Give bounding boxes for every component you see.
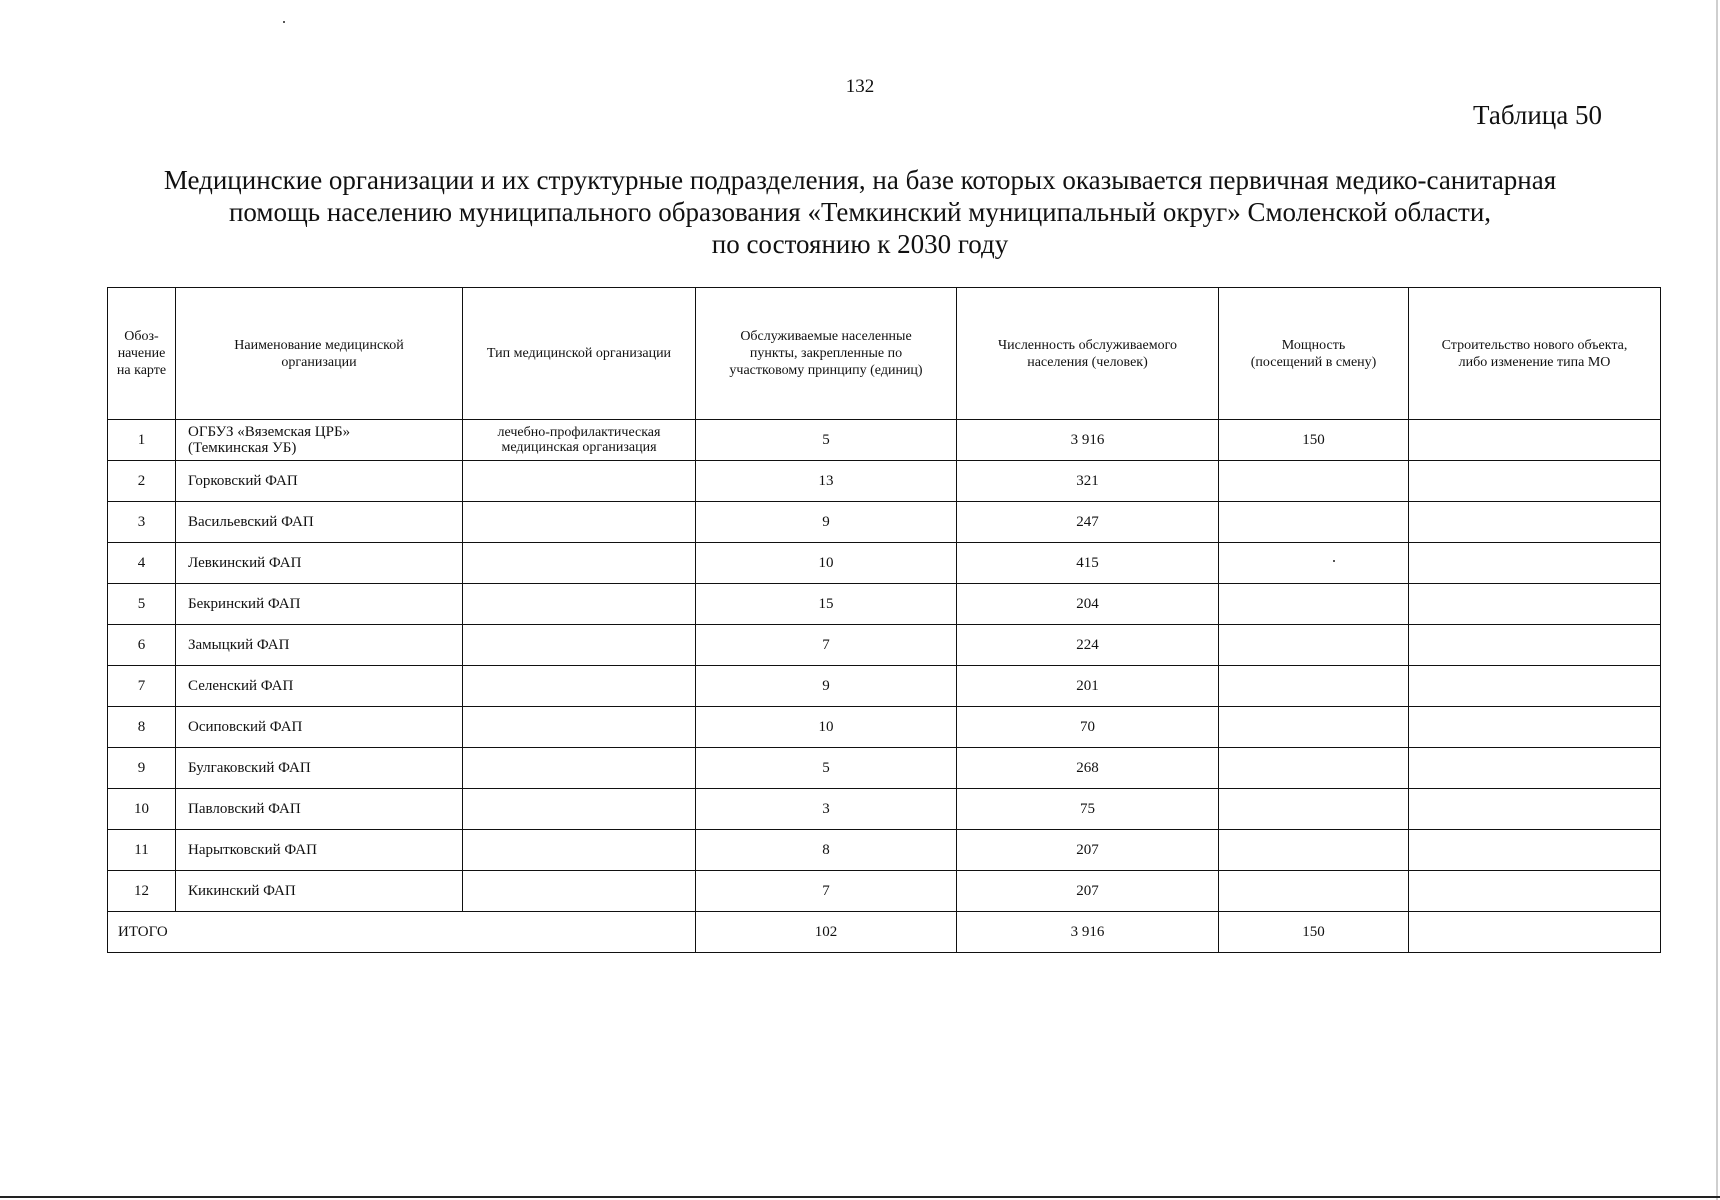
cell-map-code: 4	[108, 543, 176, 584]
table-row	[108, 625, 1661, 666]
cell-capacity	[1219, 707, 1409, 748]
cell-served-settlements: 3	[696, 789, 957, 830]
cell-organization-name: Нарытковский ФАП	[176, 830, 463, 871]
cell-served-population: 321	[957, 461, 1219, 502]
cell-organization-name: Горковский ФАП	[176, 461, 463, 502]
facilities-table-container	[107, 287, 1660, 953]
table-row	[108, 830, 1661, 871]
cell-map-code: 2	[108, 461, 176, 502]
cell-map-code: 8	[108, 707, 176, 748]
cell-served-settlements: 5	[696, 748, 957, 789]
cell-organization-type	[463, 502, 696, 543]
cell-construction	[1409, 707, 1661, 748]
cell-construction	[1409, 789, 1661, 830]
cell-organization-type	[463, 625, 696, 666]
cell-capacity: 150	[1219, 420, 1409, 461]
cell-construction	[1409, 830, 1661, 871]
cell-construction	[1409, 461, 1661, 502]
cell-construction	[1409, 584, 1661, 625]
cell-served-settlements: 10	[696, 543, 957, 584]
cell-organization-type	[463, 584, 696, 625]
table-row	[108, 789, 1661, 830]
cell-served-population: 3 916	[957, 420, 1219, 461]
cell-served-settlements: 10	[696, 707, 957, 748]
cell-served-population: 70	[957, 707, 1219, 748]
title-line-1: Медицинские организации и их структурные подразделения, на базе которых оказывается первичная медико-санитарная	[163, 165, 1557, 195]
facilities-table	[107, 287, 1661, 953]
header-row	[108, 288, 1661, 420]
cell-construction	[1409, 420, 1661, 461]
cell-construction	[1409, 502, 1661, 543]
cell-served-population: 207	[957, 871, 1219, 912]
cell-organization-name: Бекринский ФАП	[176, 584, 463, 625]
cell-organization-type	[463, 461, 696, 502]
total-population: 3 916	[957, 912, 1219, 953]
cell-served-settlements: 9	[696, 502, 957, 543]
cell-organization-name: Булгаковский ФАП	[176, 748, 463, 789]
cell-construction	[1409, 871, 1661, 912]
header-organization-name: Наименование медицинской организации	[176, 288, 463, 420]
total-row	[108, 912, 1661, 953]
cell-map-code: 10	[108, 789, 176, 830]
cell-organization-name: Левкинский ФАП	[176, 543, 463, 584]
cell-organization-type	[463, 871, 696, 912]
document-title	[90, 164, 1630, 260]
cell-served-population: 224	[957, 625, 1219, 666]
header-map-code: Обоз- начение на карте	[108, 288, 176, 420]
table-label: Таблица 50	[1473, 100, 1602, 130]
table-row	[108, 502, 1661, 543]
cell-map-code: 7	[108, 666, 176, 707]
cell-map-code: 9	[108, 748, 176, 789]
total-label: ИТОГО	[108, 912, 696, 953]
header-capacity: Мощность (посещений в смену)	[1219, 288, 1409, 420]
cell-served-population: 268	[957, 748, 1219, 789]
total-construction	[1409, 912, 1661, 953]
cell-organization-name: ОГБУЗ «Вяземская ЦРБ» (Темкинская УБ)	[176, 420, 463, 461]
cell-served-settlements: 5	[696, 420, 957, 461]
total-settlements: 102	[696, 912, 957, 953]
cell-organization-type	[463, 543, 696, 584]
cell-served-population: 207	[957, 830, 1219, 871]
cell-construction	[1409, 625, 1661, 666]
table-row	[108, 584, 1661, 625]
cell-capacity	[1219, 830, 1409, 871]
total-capacity: 150	[1219, 912, 1409, 953]
cell-organization-name: Павловский ФАП	[176, 789, 463, 830]
cell-served-settlements: 13	[696, 461, 957, 502]
cell-construction	[1409, 666, 1661, 707]
cell-served-population: 75	[957, 789, 1219, 830]
cell-organization-type	[463, 666, 696, 707]
cell-organization-type	[463, 789, 696, 830]
cell-capacity	[1219, 625, 1409, 666]
cell-served-settlements: 8	[696, 830, 957, 871]
scan-edge-bottom	[0, 1196, 1720, 1198]
cell-organization-type	[463, 748, 696, 789]
table-row	[108, 666, 1661, 707]
cell-served-population: 415	[957, 543, 1219, 584]
cell-map-code: 6	[108, 625, 176, 666]
cell-served-settlements: 7	[696, 625, 957, 666]
cell-organization-type	[463, 707, 696, 748]
table-row	[108, 461, 1661, 502]
cell-organization-name: Замыцкий ФАП	[176, 625, 463, 666]
cell-map-code: 12	[108, 871, 176, 912]
cell-capacity	[1219, 584, 1409, 625]
table-row	[108, 748, 1661, 789]
table-row	[108, 543, 1661, 584]
cell-capacity	[1219, 502, 1409, 543]
cell-served-settlements: 15	[696, 584, 957, 625]
cell-organization-type: лечебно-профилактическая медицинская организация	[463, 420, 696, 461]
cell-organization-name: Кикинский ФАП	[176, 871, 463, 912]
title-line-3: по состоянию к 2030 году	[711, 229, 1009, 259]
cell-map-code: 5	[108, 584, 176, 625]
cell-capacity	[1219, 789, 1409, 830]
cell-construction	[1409, 543, 1661, 584]
cell-map-code: 1	[108, 420, 176, 461]
header-organization-type: Тип медицинской организации	[463, 288, 696, 420]
cell-construction	[1409, 748, 1661, 789]
cell-capacity	[1219, 871, 1409, 912]
scan-edge-right	[1716, 0, 1718, 1200]
scan-speck	[1333, 560, 1335, 562]
header-served-settlements: Обслуживаемые населенные пункты, закрепленные по участковому принципу (единиц)	[696, 288, 957, 420]
table-row	[108, 420, 1661, 461]
table-body	[108, 420, 1661, 912]
cell-map-code: 3	[108, 502, 176, 543]
cell-capacity	[1219, 666, 1409, 707]
header-construction: Строительство нового объекта, либо изменение типа МО	[1409, 288, 1661, 420]
cell-organization-name: Осиповский ФАП	[176, 707, 463, 748]
cell-served-population: 204	[957, 584, 1219, 625]
cell-organization-name: Васильевский ФАП	[176, 502, 463, 543]
cell-capacity	[1219, 543, 1409, 584]
cell-served-population: 247	[957, 502, 1219, 543]
header-served-population: Численность обслуживаемого населения (человек)	[957, 288, 1219, 420]
cell-organization-name: Селенский ФАП	[176, 666, 463, 707]
page-number: 132	[845, 76, 875, 97]
cell-map-code: 11	[108, 830, 176, 871]
cell-served-settlements: 9	[696, 666, 957, 707]
table-row	[108, 871, 1661, 912]
cell-served-settlements: 7	[696, 871, 957, 912]
scan-speck	[283, 21, 285, 23]
title-line-2: помощь населению муниципального образования «Темкинский муниципальный округ» Смоленской области,	[228, 197, 1492, 227]
cell-capacity	[1219, 748, 1409, 789]
cell-served-population: 201	[957, 666, 1219, 707]
cell-organization-type	[463, 830, 696, 871]
table-row	[108, 707, 1661, 748]
cell-capacity	[1219, 461, 1409, 502]
